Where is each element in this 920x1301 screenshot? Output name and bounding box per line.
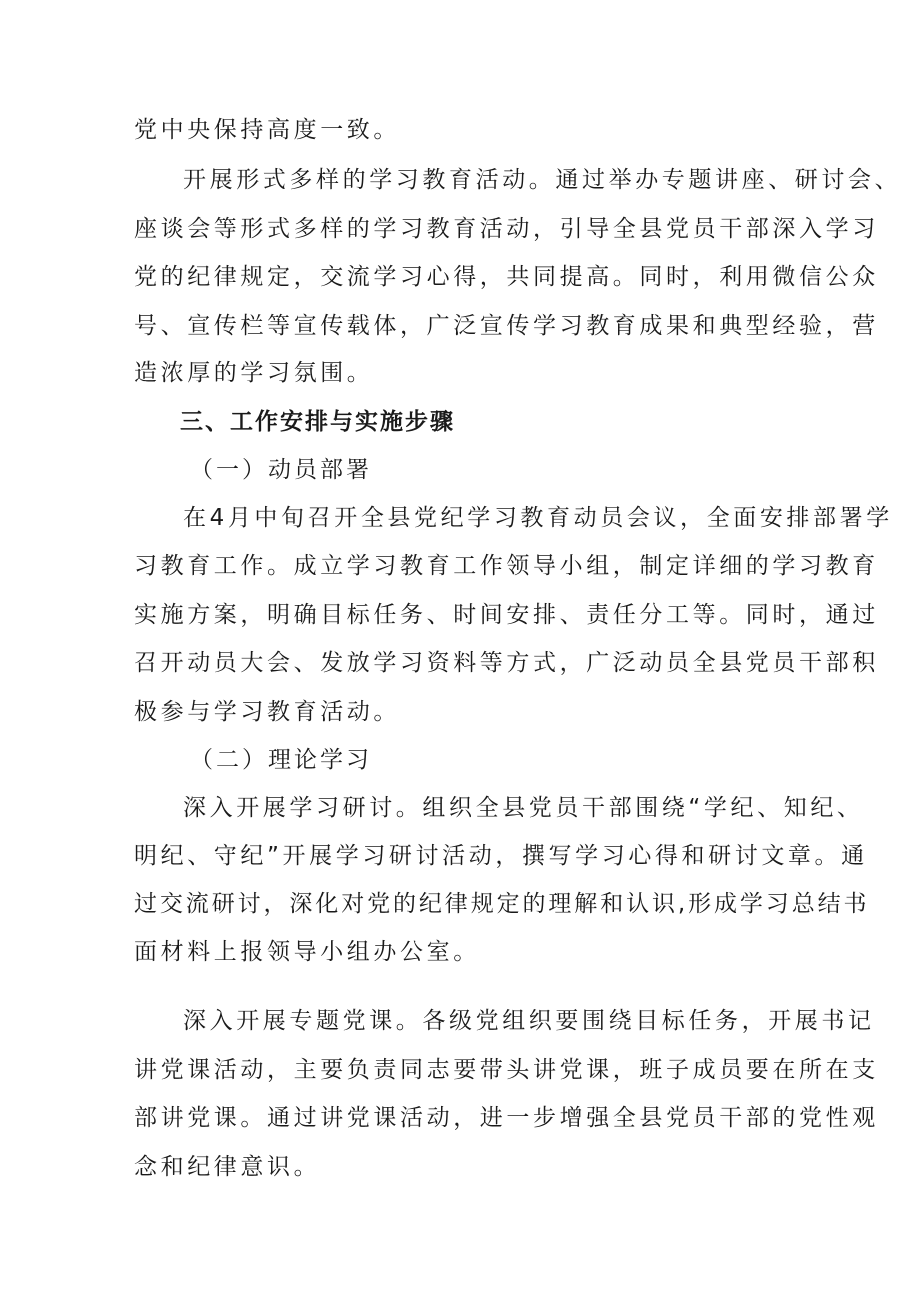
text-line: 党中央保持高度一致。 xyxy=(134,117,400,143)
text-line: 极参与学习教育活动。 xyxy=(134,699,400,725)
text-line: 实施方案，明确目标任务、时间安排、责任分工等。同时，通过 xyxy=(134,602,879,628)
text-line: 号、宣传栏等宣传载体，广泛宣传学习教育成果和典型经验，营 xyxy=(134,313,879,339)
subsection-heading: （二）理论学习 xyxy=(190,747,372,773)
section-heading: 三、工作安排与实施步骤 xyxy=(180,409,455,435)
text-line: 座谈会等形式多样的学习教育活动，引导全县党员干部深入学习 xyxy=(134,216,879,242)
text-line: 召开动员大会、发放学习资料等方式，广泛动员全县党员干部积 xyxy=(134,650,879,676)
text-line: 造浓厚的学习氛围。 xyxy=(134,360,374,386)
text-line: 部讲党课。通过讲党课活动，进一步增强全县党员干部的党性观 xyxy=(134,1105,879,1131)
text-line: 明纪、守纪”开展学习研讨活动，撰写学习心得和研讨文章。通 xyxy=(134,843,868,869)
text-line: 深入开展专题党课。各级党组织要围绕目标任务，开展书记 xyxy=(183,1008,875,1034)
text-line: 深入开展学习研讨。组织全县党员干部围绕“学纪、知纪、 xyxy=(183,795,864,821)
subsection-heading: （一）动员部署 xyxy=(190,457,372,483)
text-line: 过交流研讨，深化对党的纪律规定的理解和认识,形成学习总结书 xyxy=(134,891,870,917)
text-line: 讲党课活动，主要负责同志要带头讲党课，班子成员要在所在支 xyxy=(134,1057,879,1083)
text-line: 习教育工作。成立学习教育工作领导小组，制定详细的学习教育 xyxy=(134,553,879,579)
text-line: 在4月中旬召开全县党纪学习教育动员会议，全面安排部署学 xyxy=(183,505,893,531)
text-line: 开展形式多样的学习教育活动。通过举办专题讲座、研讨会、 xyxy=(183,167,902,193)
text-line: 面材料上报领导小组办公室。 xyxy=(134,939,480,965)
text-line: 党的纪律规定，交流学习心得，共同提高。同时，利用微信公众 xyxy=(134,264,879,290)
text-line: 念和纪律意识。 xyxy=(134,1154,321,1180)
